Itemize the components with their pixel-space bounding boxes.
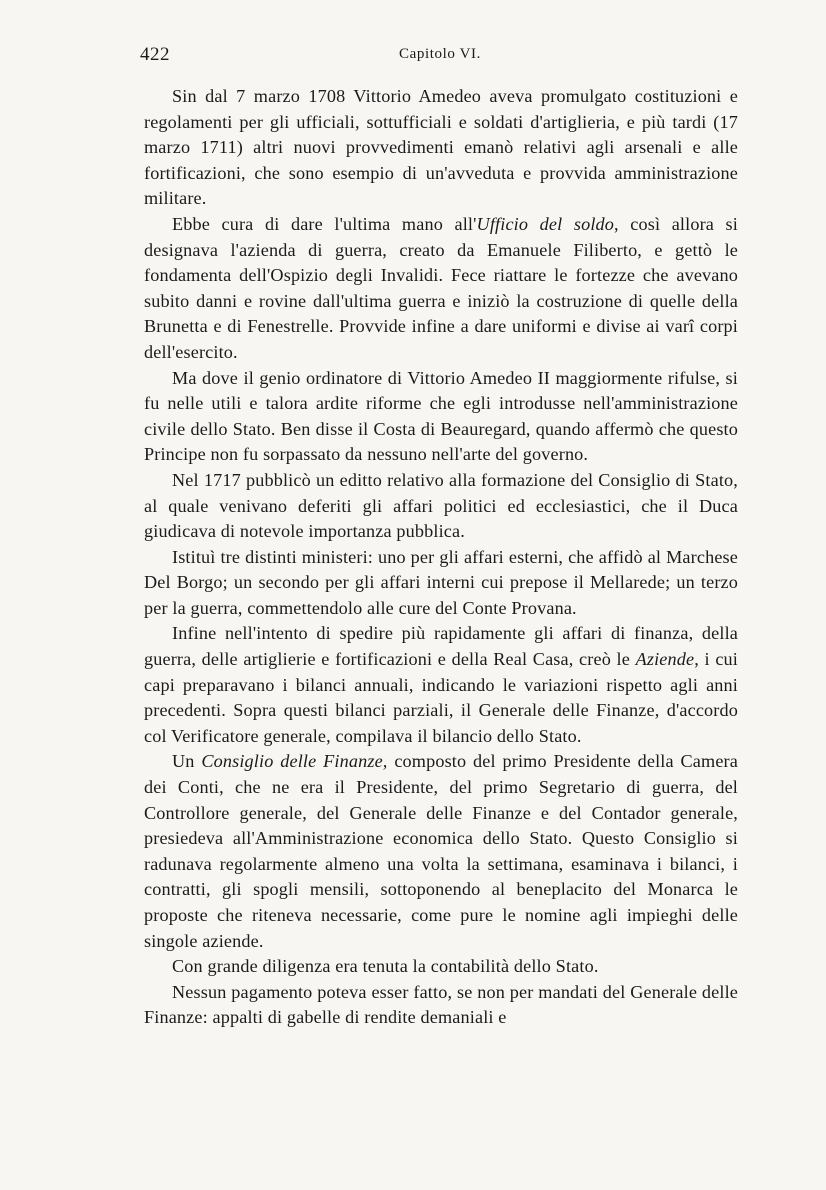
chapter-title: Capitolo VI. (399, 46, 481, 62)
italic-text: Aziende (635, 649, 695, 670)
paragraph (144, 621, 738, 749)
paragraph (144, 468, 738, 545)
text-run: Un (172, 751, 202, 772)
text-run: Istituì tre distinti ministeri: uno per gli affari esterni, che affidò al Marchese Del Borgo; un secondo per gli affari interni cui prepose il Mellarede; un terzo per la guerra, commettendolo alle cure del Conte Provana. (144, 546, 738, 618)
italic-text: Consiglio delle Finanze, (201, 751, 388, 772)
text-run: Ma dove il genio ordinatore di Vittorio Amedeo II maggiormente rifulse, si fu nelle utili e talora ardite riforme che egli introdusse nell'amministrazione civile dello Stato. Ben disse il Costa di Beauregard, quando affermò che questo Principe non fu sorpassato da nessuno nell'arte del governo. (144, 367, 738, 465)
text-run: Ebbe cura di dare l'ultima mano all' (172, 213, 477, 234)
text-run: Infine nell'intento di spedire più rapidamente gli affari di finanza, della guerra, delle artiglierie e fortificazioni e della Real Casa, creò le (144, 623, 738, 670)
text-run: , così allora si designava l'azienda di guerra, creato da Emanuele Filiberto, e gettò le fondamenta dell'Ospizio degli Invalidi. Fece riattare le fortezze che avevano subito danni e rovine dall'ultima guerra e iniziò la costruzione di quelle della Brunetta e di Fenestrelle. Provvide infine a dare uniformi e divise ai varî corpi dell'esercito. (144, 213, 738, 362)
text-run: Con grande diligenza era tenuta la contabilità dello Stato. (172, 956, 599, 977)
italic-text: Ufficio del soldo (476, 213, 615, 234)
text-run: Nessun pagamento poteva esser fatto, se non per mandati del Generale delle Finanze: appalti di gabelle di rendite demaniali e (144, 981, 738, 1028)
text-run: composto del primo Presidente della Camera dei Conti, che ne era il Presidente, del primo Segretario di guerra, del Controllore generale, del Generale delle Finanze e del Contador generale, presiedeva all'Amministrazione economica dello Stato. Questo Consiglio si radunava regolarmente almeno una volta la settimana, esaminava i bilanci, i contratti, gli spogli mensili, sottoponendo al beneplacito del Monarca le proposte che riteneva necessarie, come pure le nomine agli impieghi delle singole aziende. (144, 751, 738, 951)
text-run: , i cui capi preparavano i bilanci annuali, indicando le variazioni rispetto agli anni precedenti. Sopra questi bilanci parziali, il Generale delle Finanze, d'accordo col Verificatore generale, compilava il bilancio dello Stato. (144, 649, 738, 746)
body-text (144, 84, 738, 1031)
text-run: Nel 1717 pubblicò un editto relativo alla formazione del Consiglio di Stato, al quale venivano deferiti gli affari politici ed ecclesiastici, che il Duca giudicava di notevole importanza pubblica. (144, 469, 738, 542)
paragraph (144, 366, 738, 468)
paragraph (144, 84, 738, 212)
paragraph (144, 954, 738, 980)
paragraph (144, 212, 738, 366)
running-head (140, 44, 740, 70)
paragraph (144, 749, 738, 954)
page-number: 422 (140, 44, 170, 65)
paragraph (144, 980, 738, 1031)
paragraph (144, 545, 738, 622)
text-run: Sin dal 7 marzo 1708 Vittorio Amedeo aveva promulgato costituzioni e regolamenti per gli ufficiali, sottufficiali e soldati d'artiglieria, e più tardi (17 marzo 1711) altri nuovi provvedimenti emanò relativi agli arsenali e alle fortificazioni, che sono esempio di un'avveduta e provvida amministrazione militare. (144, 86, 738, 209)
